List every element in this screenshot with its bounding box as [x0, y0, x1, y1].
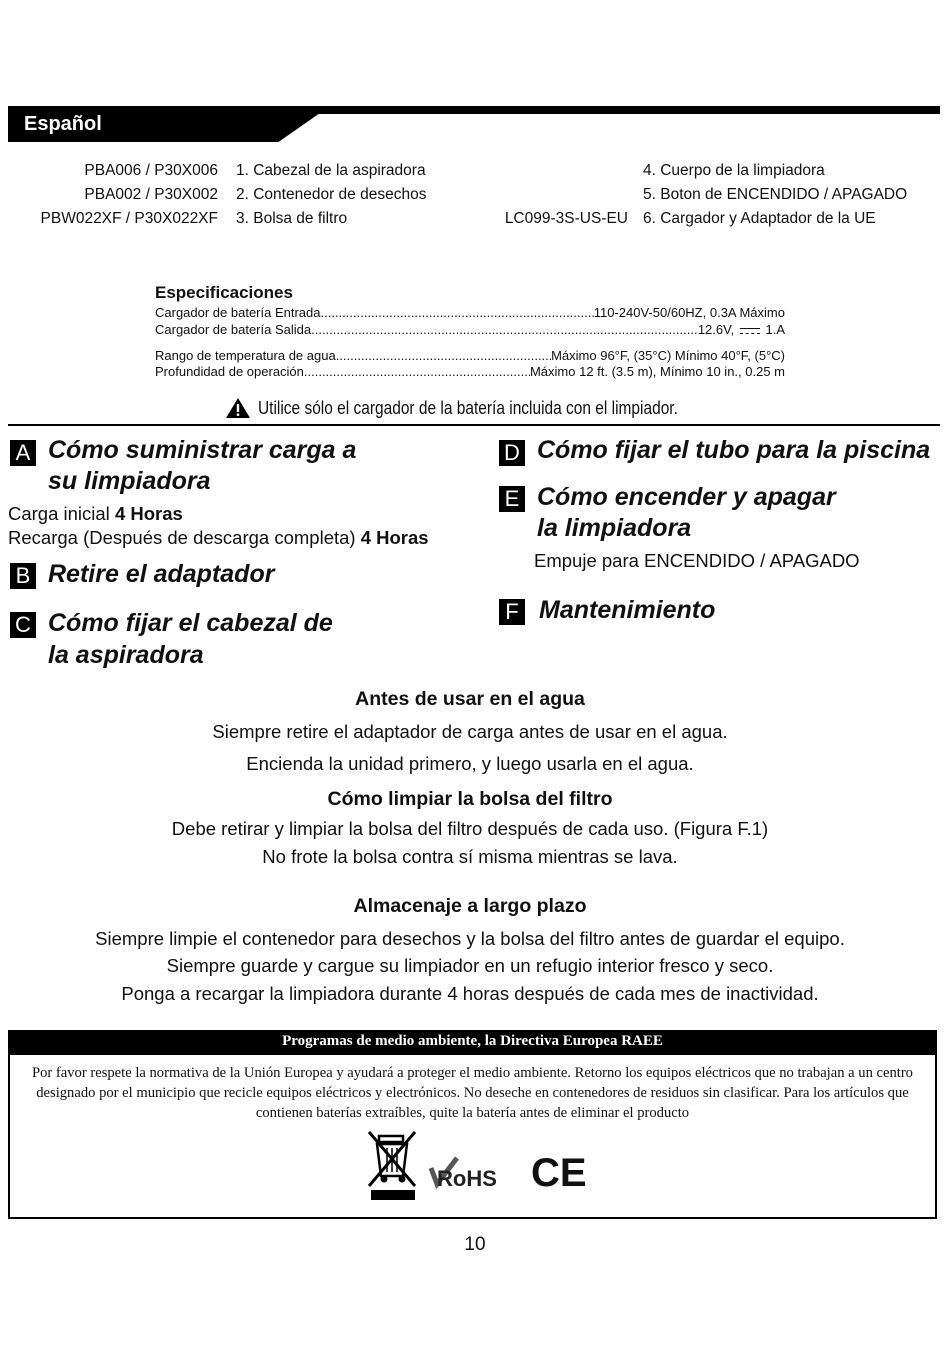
specs-title: Especificaciones	[155, 283, 293, 302]
initial-charge-text	[8, 503, 183, 525]
page-number: 10	[464, 1234, 486, 1255]
dot-leader	[336, 348, 551, 364]
spec-label: Rango de temperatura de agua	[155, 348, 336, 363]
part-item: 5. Boton de ENCENDIDO / APAGADO	[643, 186, 908, 203]
section-e-title-line2: la limpiadora	[537, 514, 692, 542]
rohs-label: RoHS	[437, 1166, 497, 1191]
ce-mark-icon	[531, 1151, 587, 1195]
weee-text: Por favor respete la normativa de la Unión Europea y ayudará a proteger el medio ambiente. Retorno los equipos eléctricos que no trabajan a un centro designado por el municipio que recicle equipos eléctricos y electrónicos. No deseche en contenedores de residuos sin clasificar. Para los artículos que contienen baterías extraíbles, quite la batería antes de eliminar el producto	[32, 1065, 913, 1121]
before-use-heading: Antes de usar en el agua	[355, 688, 585, 710]
storage-heading: Almacenaje a largo plazo	[353, 895, 587, 917]
part-item: 2. Contenedor de desechos	[236, 186, 427, 203]
section-f-title: Mantenimiento	[539, 596, 716, 624]
model-number: PBA006 / P30X006	[84, 162, 218, 179]
recharge-text	[8, 527, 429, 549]
section-letter-a: A	[10, 440, 36, 466]
section-letter-d: D	[499, 440, 525, 466]
part-item: 4. Cuerpo de la limpiadora	[643, 162, 825, 179]
section-letter-c: C	[10, 612, 36, 638]
part-item: 6. Cargador y Adaptador de la UE	[643, 210, 876, 227]
section-letter-e: E	[499, 486, 525, 512]
recharge-label: Recarga (Después de descarga completa)	[8, 527, 361, 548]
warning-icon	[226, 398, 250, 418]
section-letter-f: F	[499, 599, 525, 625]
part-item: 1. Cabezal de la aspiradora	[236, 162, 426, 179]
spec-value-current: 1.A	[765, 322, 785, 337]
model-number: PBA002 / P30X002	[84, 186, 218, 203]
filter-clean-text: Debe retirar y limpiar la bolsa del filtro después de cada uso. (Figura F.1)	[171, 818, 769, 839]
rohs-icon	[431, 1158, 497, 1191]
spec-row	[155, 322, 785, 338]
dc-symbol-icon	[740, 328, 760, 334]
initial-charge-hours: 4 Horas	[114, 503, 183, 524]
storage-text: Siempre limpie el contenedor para desechos y la bolsa del filtro antes de guardar el equipo.	[95, 928, 845, 949]
spec-value: Máximo 96°F, (35°C) Mínimo 40°F, (5°C)	[551, 348, 785, 363]
spec-value-voltage: 12.6V,	[697, 322, 735, 337]
compliance-logos	[365, 1128, 595, 1208]
part-item: 3. Bolsa de filtro	[236, 210, 348, 227]
storage-text: Ponga a recargar la limpiadora durante 4 horas después de cada mes de inactividad.	[121, 983, 819, 1004]
section-b-title: Retire el adaptador	[48, 560, 275, 588]
spec-label: Cargador de batería Entrada	[155, 305, 321, 320]
spec-row	[155, 305, 785, 321]
weee-title: Programas de medio ambiente, la Directiva Europea RAEE	[282, 1033, 663, 1049]
spec-value: 110-240V-50/60HZ, 0.3A Máximo	[593, 305, 785, 320]
section-a-title: Cómo suministrar carga a	[48, 436, 357, 464]
section-a-title-line2: su limpiadora	[48, 467, 211, 495]
ce-label: CE	[531, 1151, 587, 1195]
before-use-text: Encienda la unidad primero, y luego usarla en el agua.	[246, 753, 694, 774]
language-title: Español	[24, 113, 102, 135]
section-c-title: Cómo fijar el cabezal de	[48, 609, 333, 637]
spec-label: Profundidad de operación	[155, 364, 304, 379]
recharge-hours: 4 Horas	[360, 527, 429, 548]
power-instruction: Empuje para ENCENDIDO / APAGADO	[534, 550, 860, 571]
section-c-title-line2: la aspiradora	[48, 641, 204, 669]
filter-clean-text: No frote la bolsa contra sí misma mientras se lava.	[262, 846, 678, 867]
spec-row	[155, 364, 785, 380]
section-e-title: Cómo encender y apagar	[537, 483, 836, 511]
spec-value: Máximo 12 ft. (3.5 m), Mínimo 10 in., 0.25 m	[529, 364, 785, 379]
section-letter-b: B	[10, 563, 36, 589]
filter-clean-heading: Cómo limpiar la bolsa del filtro	[327, 788, 613, 810]
charger-model: LC099-3S-US-EU	[504, 210, 628, 227]
warning-text: Utilice sólo el cargador de la batería incluida con el limpiador.	[258, 398, 678, 418]
dot-leader	[304, 364, 530, 380]
before-use-text: Siempre retire el adaptador de carga antes de usar en el agua.	[212, 721, 728, 742]
model-number: PBW022XF / P30X022XF	[40, 210, 218, 227]
spec-value	[698, 322, 785, 338]
section-d-title: Cómo fijar el tubo para la piscina	[537, 436, 931, 464]
dot-leader	[321, 305, 594, 321]
spec-row	[155, 348, 785, 364]
storage-text: Siempre guarde y cargue su limpiador en un refugio interior fresco y seco.	[166, 955, 774, 976]
warning-rule	[8, 424, 940, 426]
initial-charge-label: Carga inicial	[8, 503, 115, 524]
dot-leader	[311, 322, 698, 338]
weee-bin-icon	[369, 1132, 415, 1200]
spec-label: Cargador de batería Salida	[155, 322, 312, 337]
